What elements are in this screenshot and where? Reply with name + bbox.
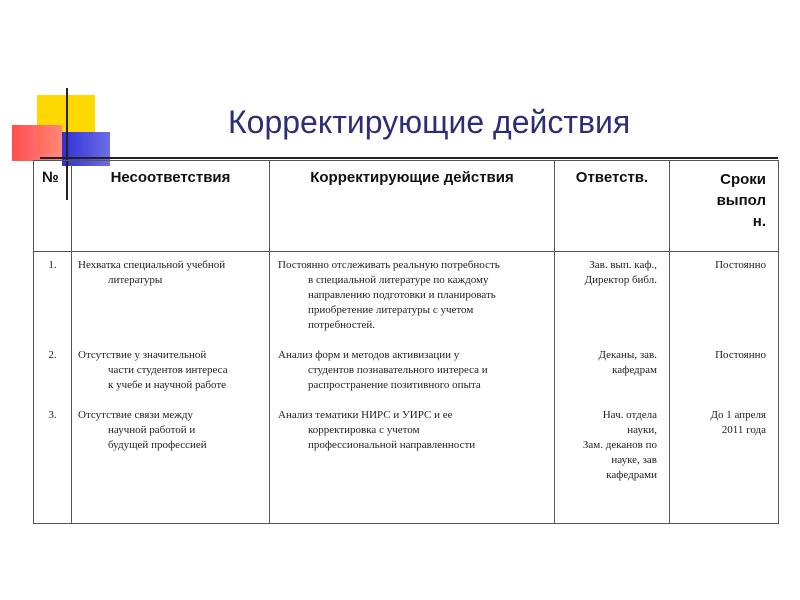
action-text-line: направлению подготовки и планировать: [308, 289, 496, 301]
responsible-text-line: Нач. отдела: [602, 409, 657, 421]
nonconformity-text: [72, 258, 269, 348]
action-text: [270, 258, 554, 348]
term-text: [670, 408, 778, 438]
responsible-text-line: Зам. деканов по: [582, 439, 657, 451]
responsible-text-line: Зав. вып. каф.,: [589, 259, 657, 271]
responsible-cell: [555, 252, 670, 524]
term-text-line: Постоянно: [715, 259, 766, 271]
term-text: [670, 258, 778, 348]
row-number: [34, 348, 71, 408]
nonconformity-text: [72, 348, 269, 408]
nonconformity-text: [72, 408, 269, 453]
corrective-actions-table: [33, 160, 779, 524]
term-text: [670, 348, 778, 408]
action-text-line: корректировка с учетом: [308, 424, 420, 436]
term-cell: [670, 252, 779, 524]
action-text-line: студентов познавательного интереса и: [308, 364, 488, 376]
term-text-line: Постоянно: [715, 349, 766, 361]
action-text-line: приобретение литературы с учетом: [308, 304, 474, 316]
term-text-line: 2011 года: [721, 424, 766, 436]
action-text-line: потребностей.: [308, 319, 376, 331]
nonconformity-text-line: Отсутствие связи между: [78, 409, 193, 421]
responsible-text-line: Директор библ.: [584, 274, 657, 286]
nonconformity-text-line: части студентов интереса: [108, 364, 228, 376]
action-text: [270, 348, 554, 408]
nonconformity-text-line: Отсутствие у значительной: [78, 349, 207, 361]
responsible-text-line: Деканы, зав.: [598, 349, 657, 361]
table-body-row: [34, 252, 779, 524]
row-number-line: 1.: [48, 259, 57, 271]
header-term-line: н.: [752, 213, 766, 230]
row-number: [34, 408, 71, 423]
responsible-text: [555, 258, 669, 348]
action-text-line: распространение позитивного опыта: [308, 379, 481, 391]
header-num: №: [34, 161, 72, 252]
header-responsible: Ответств.: [555, 161, 670, 252]
row-number: [34, 258, 71, 348]
responsible-text-line: кафедрами: [606, 469, 657, 481]
nonconformity-text-line: к учебе и научной работе: [108, 379, 227, 391]
row-number-line: 3.: [48, 409, 57, 421]
nonconformity-text-line: научной работой и: [108, 424, 196, 436]
action-text-line: Постоянно отслеживать реальную потребность: [278, 259, 500, 271]
nonconformity-cell: [72, 252, 270, 524]
action-text-line: Анализ тематики НИРС и УИРС и ее: [278, 409, 453, 421]
responsible-text-line: кафедрам: [612, 364, 657, 376]
header-actions: Корректирующие действия: [270, 161, 555, 252]
action-text-line: профессиональной направленности: [308, 439, 476, 451]
nonconformity-text-line: литературы: [108, 274, 163, 286]
num-cell: [34, 252, 72, 524]
action-text-line: Анализ форм и методов активизации у: [278, 349, 460, 361]
table-header-row: [34, 161, 779, 252]
nonconformity-text-line: Нехватка специальной учебной: [78, 259, 226, 271]
slide-title: Корректирующие действия: [228, 104, 631, 140]
header-term-line: выпол: [716, 192, 766, 209]
header-term: [670, 161, 779, 252]
action-text: [270, 408, 554, 453]
responsible-text-line: науки,: [627, 424, 657, 436]
responsible-text: [555, 408, 669, 483]
horizontal-rule: [40, 157, 778, 159]
actions-cell: [270, 252, 555, 524]
action-text-line: в специальной литературе по каждому: [308, 274, 489, 286]
responsible-text: [555, 348, 669, 408]
term-text-line: До 1 апреля: [710, 409, 766, 421]
responsible-text-line: науке, зав: [611, 454, 657, 466]
header-term-line: Сроки: [720, 171, 766, 188]
row-number-line: 2.: [48, 349, 57, 361]
red-square-shade: [12, 125, 62, 161]
header-nonconformity: Несоответствия: [72, 161, 270, 252]
nonconformity-text-line: будущей профессией: [108, 439, 207, 451]
